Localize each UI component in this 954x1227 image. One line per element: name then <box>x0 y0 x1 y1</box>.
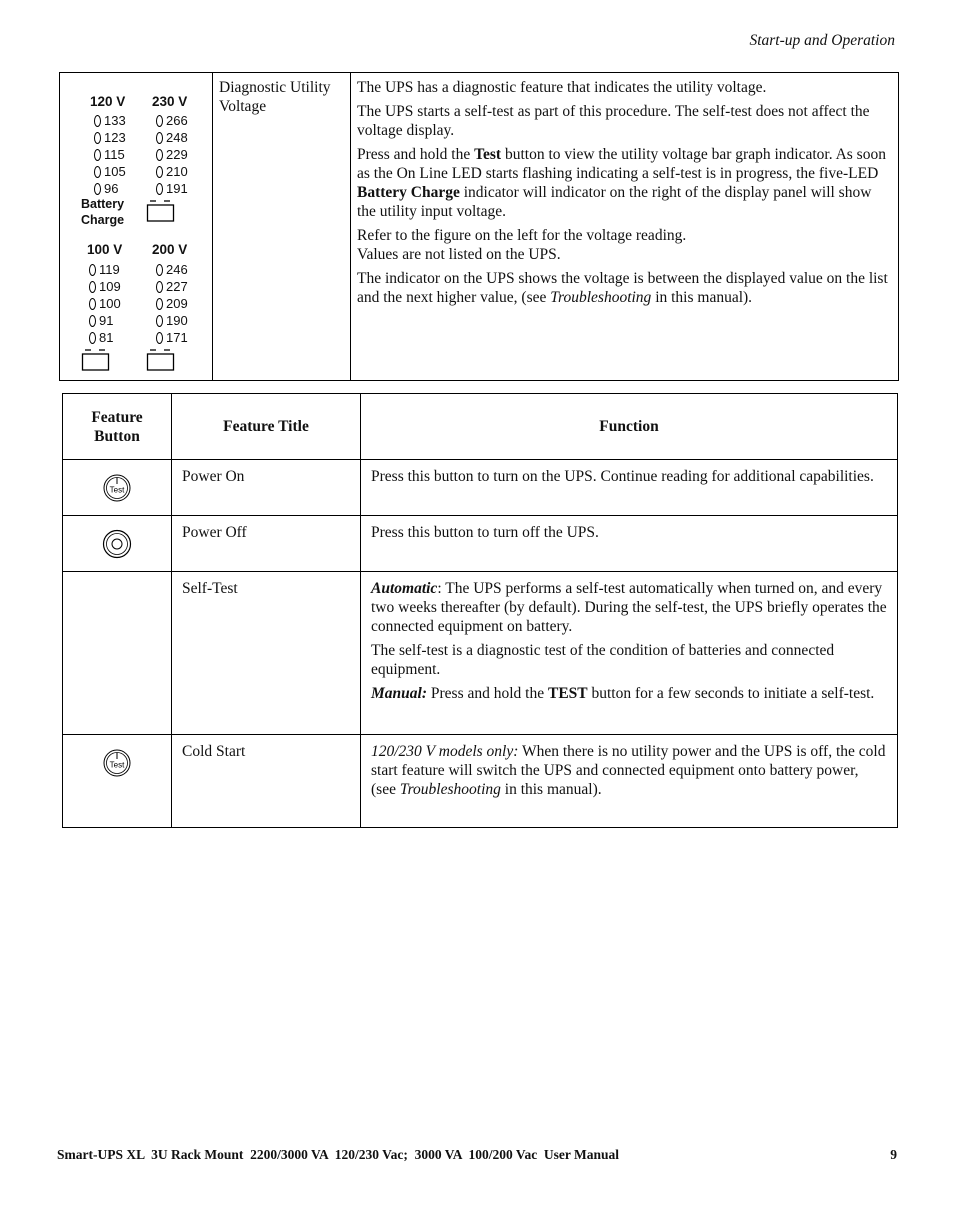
column-header-feature-button: Feature Button <box>63 394 172 460</box>
led-indicator-icon <box>156 315 163 327</box>
led-row: 119 <box>89 262 120 278</box>
voltage-header-120v: 120 V <box>90 94 126 109</box>
manual-title: Smart-UPS XL 3U Rack Mount 2200/3000 VA 120/230 Vac; 3000 VA 100/200 Vac User Manual <box>57 1147 620 1162</box>
feature-table <box>62 393 898 828</box>
feature-title: Self-Test <box>172 572 361 735</box>
led-indicator-icon <box>94 115 101 127</box>
led-row: 171 <box>156 330 188 346</box>
led-indicator-icon <box>156 115 163 127</box>
led-indicator-icon <box>156 264 163 276</box>
battery-icon <box>146 346 176 372</box>
test-button-icon <box>102 473 132 503</box>
voltage-header-200v: 200 V <box>152 242 188 257</box>
led-indicator-icon <box>89 332 96 344</box>
led-indicator-icon <box>156 149 163 161</box>
led-indicator-icon <box>156 183 163 195</box>
function-paragraph: Manual: Press and hold the TEST button for a few seconds to initiate a self-test. <box>371 685 875 702</box>
led-indicator-icon <box>156 166 163 178</box>
diagnostic-title: Diagnostic Utility Voltage <box>219 79 331 115</box>
led-indicator-icon <box>156 132 163 144</box>
test-button-icon <box>102 748 132 778</box>
led-row: 209 <box>156 296 188 312</box>
charge-label: Charge <box>81 213 125 227</box>
led-indicator-icon <box>94 166 101 178</box>
led-row: 190 <box>156 313 188 329</box>
led-indicator-icon <box>94 183 101 195</box>
led-row: 248 <box>156 130 188 146</box>
led-row: 96 <box>94 181 118 197</box>
feature-button-cell <box>63 572 172 735</box>
led-row: 266 <box>156 113 188 129</box>
led-row: 105 <box>94 164 126 180</box>
battery-icon <box>146 197 176 223</box>
led-row: 100 <box>89 296 121 312</box>
diagnostic-paragraph: The UPS starts a self-test as part of this procedure. The self-test does not affect the voltage display. <box>357 103 870 139</box>
feature-function: Press this button to turn off the UPS. <box>361 516 898 572</box>
led-row: 210 <box>156 164 188 180</box>
column-header-feature-title: Feature Title <box>172 394 361 460</box>
feature-button-cell <box>63 460 172 516</box>
led-indicator-icon <box>89 264 96 276</box>
led-row: 227 <box>156 279 188 295</box>
led-indicator-icon <box>89 281 96 293</box>
diagnostic-table <box>59 72 899 381</box>
battery-icon <box>81 346 111 372</box>
feature-function: Press this button to turn on the UPS. Continue reading for additional capabilities. <box>361 460 898 516</box>
function-paragraph: The self-test is a diagnostic test of the condition of batteries and connected equipment. <box>371 642 835 678</box>
feature-title: Cold Start <box>172 735 361 828</box>
feature-function: 120/230 V models only: When there is no utility power and the UPS is off, the cold start feature will switch the UPS and connected equipment onto battery power, (see Troubleshooting in this manual). <box>361 735 898 828</box>
led-indicator-icon <box>94 149 101 161</box>
table-row <box>63 735 898 828</box>
feature-function <box>361 572 898 735</box>
page-footer <box>57 1145 897 1164</box>
diagnostic-paragraph: Press and hold the Test button to view the utility voltage bar graph indicator. As soon as the On Line LED starts flashing indicating a self-test is in progress, the five-LED Battery Charge indicator will indicator on the right of the display panel will show the utility input voltage. <box>357 146 886 220</box>
battery-label: Battery <box>81 197 125 211</box>
svg-text:Test: Test <box>109 760 125 770</box>
column-header-function: Function <box>361 394 898 460</box>
led-row: 133 <box>94 113 126 129</box>
led-indicator-icon <box>89 298 96 310</box>
diagnostic-paragraph: Refer to the figure on the left for the voltage reading. Values are not listed on the UPS. <box>357 227 687 263</box>
led-indicator-icon <box>156 332 163 344</box>
led-indicator-icon <box>89 315 96 327</box>
table-header-row <box>63 394 898 460</box>
led-row: 229 <box>156 147 188 163</box>
page-number: 9 <box>890 1147 897 1162</box>
power-off-button-icon <box>102 529 132 559</box>
feature-title: Power Off <box>172 516 361 572</box>
voltage-header-230v: 230 V <box>152 94 188 109</box>
diagnostic-paragraph: The indicator on the UPS shows the voltage is between the displayed value on the list and the next higher value, (see Troubleshooting in this manual). <box>357 270 888 306</box>
voltage-header-100v: 100 V <box>87 242 123 257</box>
led-row: 246 <box>156 262 188 278</box>
led-row: 123 <box>94 130 126 146</box>
led-indicator-icon <box>156 298 163 310</box>
table-row <box>63 572 898 735</box>
feature-button-cell <box>63 735 172 828</box>
table-row <box>63 460 898 516</box>
led-indicator-icon <box>94 132 101 144</box>
diagnostic-title-cell <box>213 73 351 380</box>
led-indicator-icon <box>156 281 163 293</box>
diagnostic-description-cell <box>351 73 898 380</box>
led-row: 109 <box>89 279 121 295</box>
led-row: 115 <box>94 147 125 163</box>
led-row: 81 <box>89 330 113 346</box>
feature-button-cell <box>63 516 172 572</box>
led-row: 91 <box>89 313 113 329</box>
table-row <box>63 516 898 572</box>
led-row: 191 <box>156 181 188 197</box>
diagnostic-paragraph: The UPS has a diagnostic feature that indicates the utility voltage. <box>357 79 767 96</box>
feature-title: Power On <box>172 460 361 516</box>
function-paragraph: Automatic: The UPS performs a self-test automatically when turned on, and every two weeks thereafter (by default). During the self-test, the UPS briefly operates the connected equipment on battery. <box>371 580 887 635</box>
section-title: Start-up and Operation <box>749 32 895 49</box>
voltage-panel-figure <box>60 73 213 380</box>
svg-text:Test: Test <box>109 485 125 495</box>
